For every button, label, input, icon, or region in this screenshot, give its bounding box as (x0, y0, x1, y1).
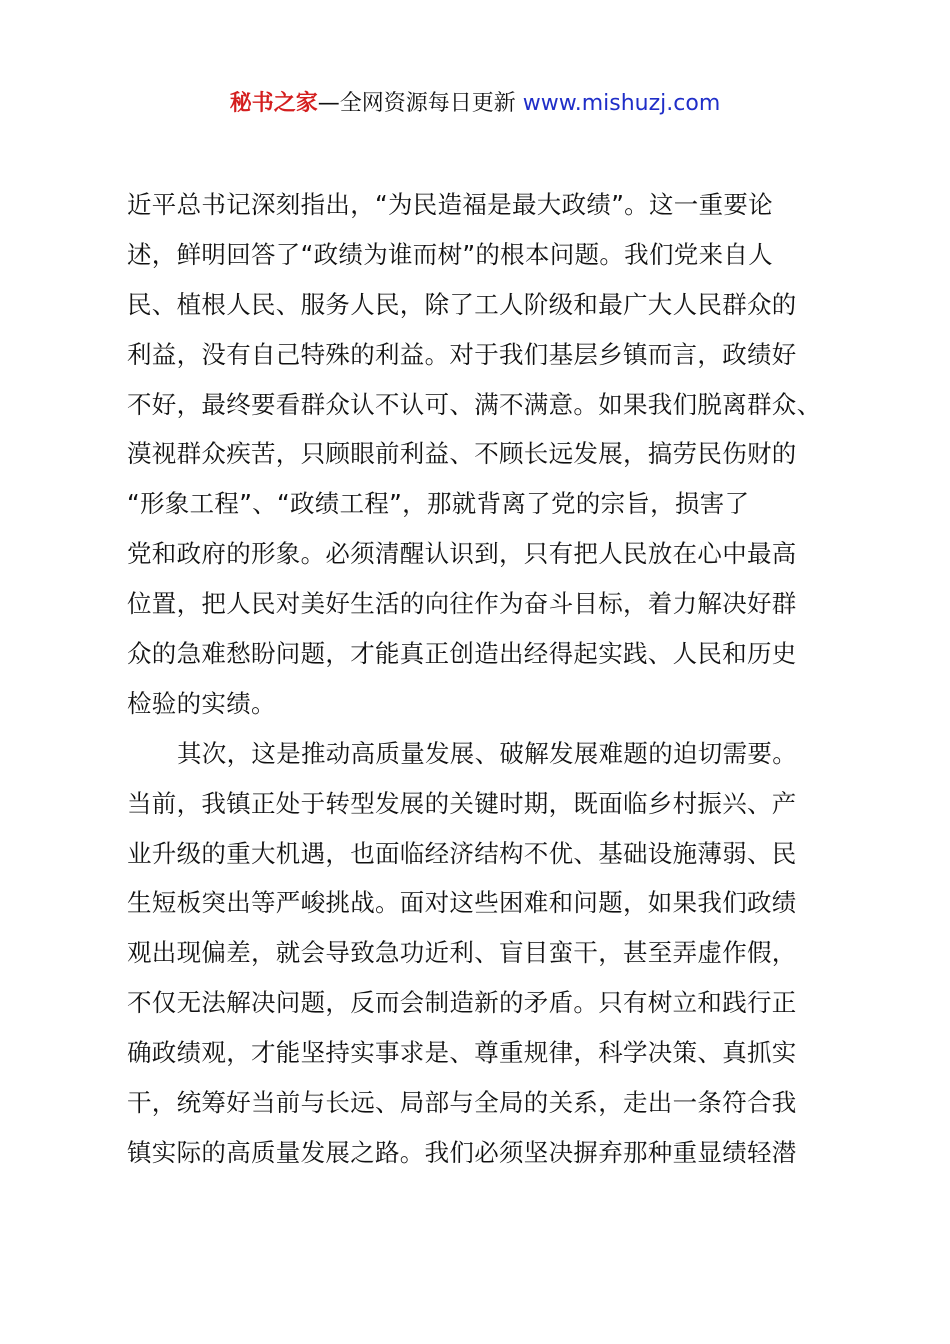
text-line: 干，统筹好当前与长远、局部与全局的关系，走出一条符合我 (127, 1088, 797, 1118)
text-line: 检验的实绩。 (127, 688, 276, 718)
text-line: 近平总书记深刻指出，“为民造福是最大政绩”。这一重要论 (127, 190, 773, 219)
text-line: 当前，我镇正处于转型发展的关键时期，既面临乡村振兴、产 (127, 788, 797, 818)
text-line: 不仅无法解决问题，反而会制造新的矛盾。只有树立和践行正 (127, 988, 797, 1018)
website-link[interactable]: www.mishuzj.com (522, 91, 721, 116)
text-line: 镇实际的高质量发展之路。我们必须坚决摒弃那种重显绩轻潜 (127, 1137, 797, 1167)
text-line: 众的急难愁盼问题，才能真正创造出经得起实践、人民和历史 (127, 639, 797, 669)
text-line: 位置，把人民对美好生活的向往作为奋斗目标，着力解决好群 (127, 589, 797, 619)
text-line: 确政绩观，才能坚持实事求是、尊重规律，科学决策、真抓实 (127, 1038, 797, 1068)
text-line: 不好，最终要看群众认不认可、满不满意。如果我们脱离群众、 (127, 389, 822, 419)
document-body (127, 180, 833, 1178)
page-header (0, 88, 950, 120)
text-line: 漠视群众疾苦，只顾眼前利益、不顾长远发展，搞劳民伤财的 (127, 439, 797, 469)
text-line: “形象工程”、“政绩工程”，那就背离了党的宗旨，损害了 (127, 489, 750, 519)
paragraph-start-line: 其次，这是推动高质量发展、破解发展难题的迫切需要。 (177, 738, 797, 768)
header-tagline: —全网资源每日更新 (317, 91, 516, 116)
brand-name: 秘书之家 (229, 91, 318, 116)
text-line: 述，鲜明回答了“政绩为谁而树”的根本问题。我们党来自人 (127, 239, 773, 269)
text-line: 观出现偏差，就会导致急功近利、盲目蛮干，甚至弄虚作假， (127, 938, 797, 968)
text-line: 利益，没有自己特殊的利益。对于我们基层乡镇而言，政绩好 (127, 339, 797, 369)
text-line: 党和政府的形象。必须清醒认识到，只有把人民放在心中最高 (127, 539, 797, 569)
text-line: 业升级的重大机遇，也面临经济结构不优、基础设施薄弱、民 (127, 838, 797, 868)
text-line: 民、植根人民、服务人民，除了工人阶级和最广大人民群众的 (127, 289, 797, 319)
text-line: 生短板突出等严峻挑战。面对这些困难和问题，如果我们政绩 (127, 888, 797, 918)
